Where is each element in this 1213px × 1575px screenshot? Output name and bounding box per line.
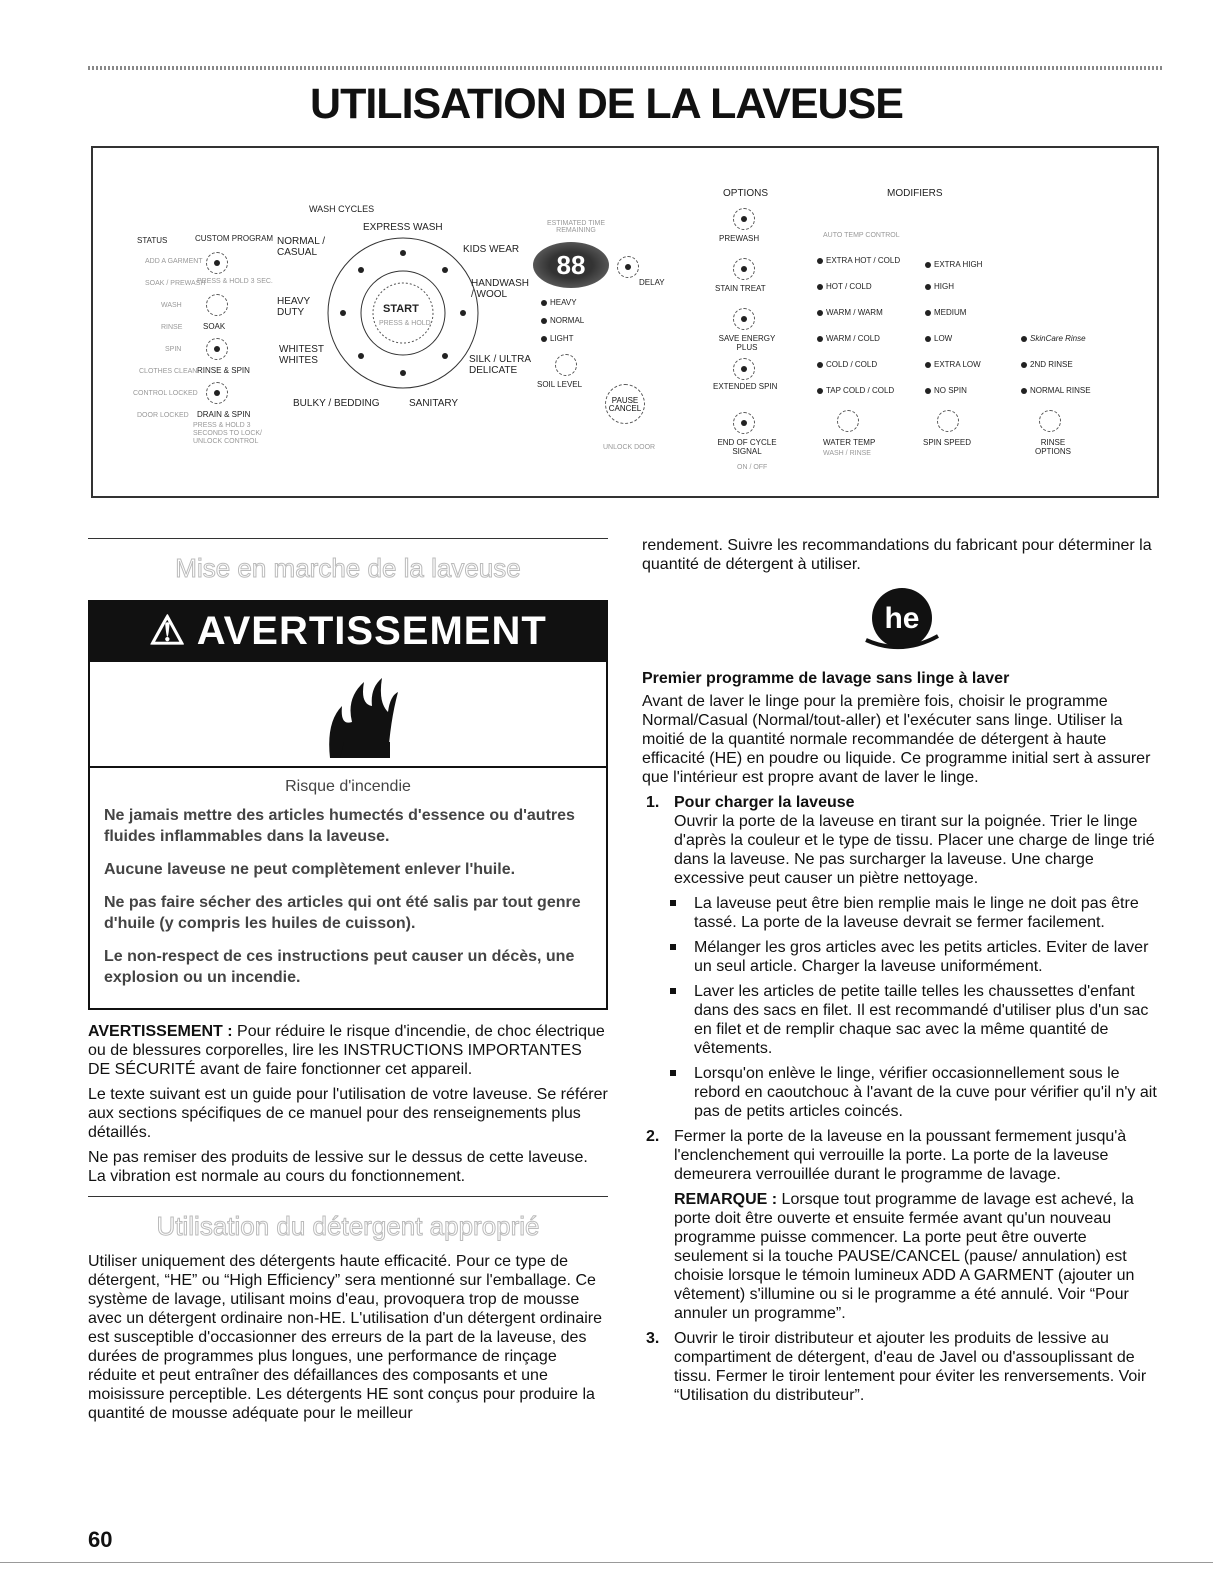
svg-text:he: he — [884, 602, 920, 635]
drain-spin-button[interactable] — [206, 382, 228, 404]
soil-normal: NORMAL — [541, 316, 584, 325]
start-button[interactable]: START — [383, 303, 419, 315]
option-stain-treat: STAIN TREAT — [715, 284, 766, 293]
rinse-spin-label: RINSE & SPIN — [197, 366, 250, 375]
section-rule — [88, 1196, 608, 1197]
rinse-normal: NORMAL RINSE — [1021, 386, 1091, 395]
time-remaining-label: ESTIMATED TIME REMAINING — [546, 220, 606, 234]
first-cycle-heading: Premier programme de lavage sans linge à laver — [642, 670, 1010, 687]
list-item: Lorsqu'on enlève le linge, vérifier occasionnellement sous le rebord en caoutchouc à l'avant de la cuve pour vérifier qu'il n'y ait pas de petits articles coincés. — [662, 1064, 1162, 1121]
custom-program-button[interactable] — [206, 252, 228, 274]
wash-cycles-label: WASH CYCLES — [309, 204, 375, 214]
temp-extra-hot: EXTRA HOT / COLD — [817, 256, 900, 265]
spin-none: NO SPIN — [925, 386, 967, 395]
spin-high: HIGH — [925, 282, 954, 291]
pause-cancel-button[interactable]: PAUSE CANCEL — [605, 384, 645, 424]
cycle-silk-ultra-delicate: SILK / ULTRA DELICATE — [469, 354, 531, 376]
remark-paragraph: REMARQUE : Lorsque tout programme de lavage est achevé, la porte doit être ouverte et ensuite fermée avant qu'un nouveau programme puisse commencer. La porte peut être ouverte seulement si la touche PAUSE/CANCEL (pause/ annulation) est choisie lorsque le témoin lumineux ADD A GARMENT (ajouter un vêtement) s'illumine ou si le programme a été annulé. Voir “Pour annuler un programme”. — [674, 1191, 1135, 1322]
status-item: SOAK / PREWASH — [145, 280, 206, 287]
detergent-paragraph: Utiliser uniquement des détergents haute efficacité. Pour ce type de détergent, “HE” ou “High Efficiency” sera mentionné sur l'emballage. Ce système de lavage, utilisant moins d'eau, provoquera trop de mousse avec un détergent ordinaire non-HE. L'utilisation d'un détergent ordinaire est susceptible d'occasionner des erreurs de la part de la laveuse, des durées de programmes plus longues, une performance de rinçage réduite et peut entraîner des défaillances des composants et une moisissure perceptible. Les détergents HE sont conçus pour produire la quantité de mousse adéquate pour le meilleur — [88, 1253, 602, 1422]
unlock-door-label: UNLOCK DOOR — [603, 444, 656, 451]
delay-label: DELAY — [639, 278, 665, 287]
soil-level-button[interactable] — [555, 354, 577, 376]
status-item: WASH — [161, 302, 182, 309]
warning-box — [88, 600, 608, 1010]
temp-hot-cold: HOT / COLD — [817, 282, 872, 291]
cycle-express-wash: EXPRESS WASH — [363, 222, 443, 233]
option-extended-spin: EXTENDED SPIN — [713, 382, 778, 391]
spin-medium: MEDIUM — [925, 308, 966, 317]
rinse-spin-button[interactable] — [206, 338, 228, 360]
step-3: 3. Ouvrir le tiroir distributeur et ajouter les produits de lessive au compartiment de détergent, d'eau de Javel ou d'assouplissant de tissu. Fermer le tiroir lentement pour éviter les renversements. Voir “Utilisation du distributeur”. — [646, 1330, 1147, 1404]
warning-risk: Risque d'incendie — [285, 778, 411, 795]
temp-cold-cold: COLD / COLD — [817, 360, 877, 369]
rinse-skincare: SkinCare Rinse — [1021, 334, 1086, 343]
custom-program-label: CUSTOM PROGRAM — [195, 234, 274, 243]
cycle-sanitary: SANITARY — [409, 398, 459, 409]
status-item: CLOTHES CLEAN — [139, 368, 198, 375]
control-panel-diagram — [91, 146, 1159, 498]
soak-label: SOAK — [203, 322, 226, 331]
status-item: SPIN — [165, 346, 182, 353]
right-column — [642, 530, 1162, 1411]
options-label: OPTIONS — [723, 188, 769, 199]
detergent-continued: rendement. Suivre les recommandations du fabricant pour déterminer la quantité de détergent à utiliser. — [642, 537, 1152, 573]
end-cycle-label: END OF CYCLE SIGNAL — [717, 438, 777, 456]
control-lock-note: PRESS & HOLD 3 SECONDS TO LOCK/ UNLOCK CONTROL — [193, 422, 262, 445]
spin-extra-low: EXTRA LOW — [925, 360, 981, 369]
on-off-label: ON / OFF — [737, 464, 768, 471]
fire-icon — [90, 662, 606, 768]
warning-header: ⚠ AVERTISSEMENT — [90, 602, 606, 662]
warning-line: Le non-respect de ces instructions peut causer un décès, une explosion ou un incendie. — [104, 948, 575, 986]
section-rule — [88, 538, 608, 539]
page-title: UTILISATION DE LA LAVEUSE — [310, 80, 903, 128]
warning-paragraph: AVERTISSEMENT : Pour réduire le risque d'incendie, de choc électrique ou de blessures corporelles, lire les INSTRUCTIONS IMPORTANTES DE SÉCURITÉ avant de faire fonctionner cet appareil. — [88, 1023, 605, 1078]
stain-treat-button[interactable] — [733, 258, 755, 280]
extended-spin-button[interactable] — [733, 358, 755, 380]
rinse-options-label: RINSE OPTIONS — [1034, 438, 1071, 456]
soil-heavy: HEAVY — [541, 298, 577, 307]
press-hold-label: PRESS & HOLD 3 SEC. — [197, 278, 273, 285]
section-heading-start: Mise en marche de la laveuse — [175, 553, 521, 583]
step-2: 2. Fermer la porte de la laveuse en la poussant fermement jusqu'à l'enclenchement qui verrouille la porte. La porte de la laveuse demeurera verrouillée durant le programme de lavage. — [646, 1128, 1127, 1183]
list-item: Laver les articles de petite taille telles les chaussettes d'enfant dans des sacs en filet. Il est recommandé d'utiliser plus d'un sac en filet et de remplir chaque sac avec la même quantité de vêtements. — [662, 982, 1162, 1058]
soil-light: LIGHT — [541, 334, 574, 343]
prewash-button[interactable] — [733, 208, 755, 230]
warning-triangle-icon: ⚠ — [149, 609, 187, 653]
temp-tap-cold: TAP COLD / COLD — [817, 386, 894, 395]
cycle-heavy-duty: HEAVY DUTY — [277, 296, 310, 318]
warning-line: Ne pas faire sécher des articles qui ont été salis par tout genre d'huile (y compris les huiles de cuisson). — [104, 894, 581, 932]
warning-line: Aucune laveuse ne peut complètement enlever l'huile. — [104, 861, 516, 878]
cycle-handwash-wool: HANDWASH / WOOL — [471, 278, 529, 300]
cycle-whitest-whites: WHITEST WHITES — [279, 344, 324, 366]
water-temp-button[interactable] — [837, 410, 859, 432]
spin-extra-high: EXTRA HIGH — [925, 260, 982, 269]
spin-speed-button[interactable] — [937, 410, 959, 432]
status-item: ADD A GARMENT — [145, 258, 203, 265]
time-display: 88 — [533, 242, 609, 288]
press-hold-start: PRESS & HOLD — [379, 320, 431, 327]
drain-spin-label: DRAIN & SPIN — [197, 410, 251, 419]
end-cycle-button[interactable] — [733, 412, 755, 434]
status-item: DOOR LOCKED — [137, 412, 189, 419]
rinse-second: 2ND RINSE — [1021, 360, 1073, 369]
cycle-bulky-bedding: BULKY / BEDDING — [293, 398, 380, 409]
option-prewash: PREWASH — [719, 234, 760, 243]
left-column — [88, 530, 608, 1429]
wash-rinse-label: WASH / RINSE — [823, 450, 871, 457]
guide-paragraph: Le texte suivant est un guide pour l'utilisation de votre laveuse. Se référer aux sections spécifiques de ce manuel pour des renseignements plus détaillés. — [88, 1086, 608, 1141]
spin-low: LOW — [925, 334, 952, 343]
list-item: Mélanger les gros articles avec les petits articles. Eviter de laver un seul article. Charger la laveuse uniformément. — [662, 938, 1162, 976]
delay-button[interactable] — [617, 256, 639, 278]
bottom-rule — [0, 1562, 1213, 1563]
status-label: STATUS — [137, 236, 168, 245]
list-item: La laveuse peut être bien remplie mais le linge ne doit pas être tassé. La porte de la laveuse devrait se fermer facilement. — [662, 894, 1162, 932]
storage-paragraph: Ne pas remiser des produits de lessive sur le dessus de cette laveuse. La vibration est normale au cours du fonctionnement. — [88, 1149, 588, 1185]
status-item: RINSE — [161, 324, 183, 331]
auto-temp-label: AUTO TEMP CONTROL — [823, 232, 900, 239]
soak-button[interactable] — [206, 294, 228, 316]
step-1: 1. Pour charger la laveuse Ouvrir la porte de la laveuse en tirant sur la poignée. Trier le linge d'après la couleur et le type de tissu. Placer une charge de linge trié dans la laveuse. Ne pas surcharger la laveuse. Une charge excessive peut causer un piètre nettoyage. — [646, 794, 1155, 887]
water-temp-label: WATER TEMP — [823, 438, 876, 447]
status-item: CONTROL LOCKED — [133, 390, 198, 397]
rinse-options-button[interactable] — [1039, 410, 1061, 432]
warning-line: Ne jamais mettre des articles humectés d'essence ou d'autres fluides inflammables dans la laveuse. — [104, 807, 575, 845]
top-rule — [88, 66, 1162, 70]
first-cycle-intro: Avant de laver le linge pour la première fois, choisir le programme Normal/Casual (Normal/tout-aller) et l'exécuter sans linge. Utiliser la moitié de la quantité normale recommandée de détergent à haute efficacité (HE) en poudre ou liquide. Ce programme initial sert à assurer que l'intérieur est propre avant de laver le linge. — [642, 693, 1151, 786]
cycle-normal-casual: NORMAL / CASUAL — [277, 236, 325, 258]
he-logo-icon — [860, 584, 944, 654]
cycle-kids-wear: KIDS WEAR — [463, 244, 520, 255]
option-save-energy: SAVE ENERGY PLUS — [718, 334, 776, 352]
modifiers-label: MODIFIERS — [887, 188, 943, 199]
section-heading-detergent: Utilisation du détergent approprié — [156, 1211, 540, 1241]
temp-warm-warm: WARM / WARM — [817, 308, 883, 317]
page-number: 60 — [88, 1527, 113, 1552]
spin-speed-label: SPIN SPEED — [923, 438, 972, 447]
save-energy-button[interactable] — [733, 308, 755, 330]
temp-warm-cold: WARM / COLD — [817, 334, 880, 343]
soil-level-label: SOIL LEVEL — [537, 380, 583, 389]
